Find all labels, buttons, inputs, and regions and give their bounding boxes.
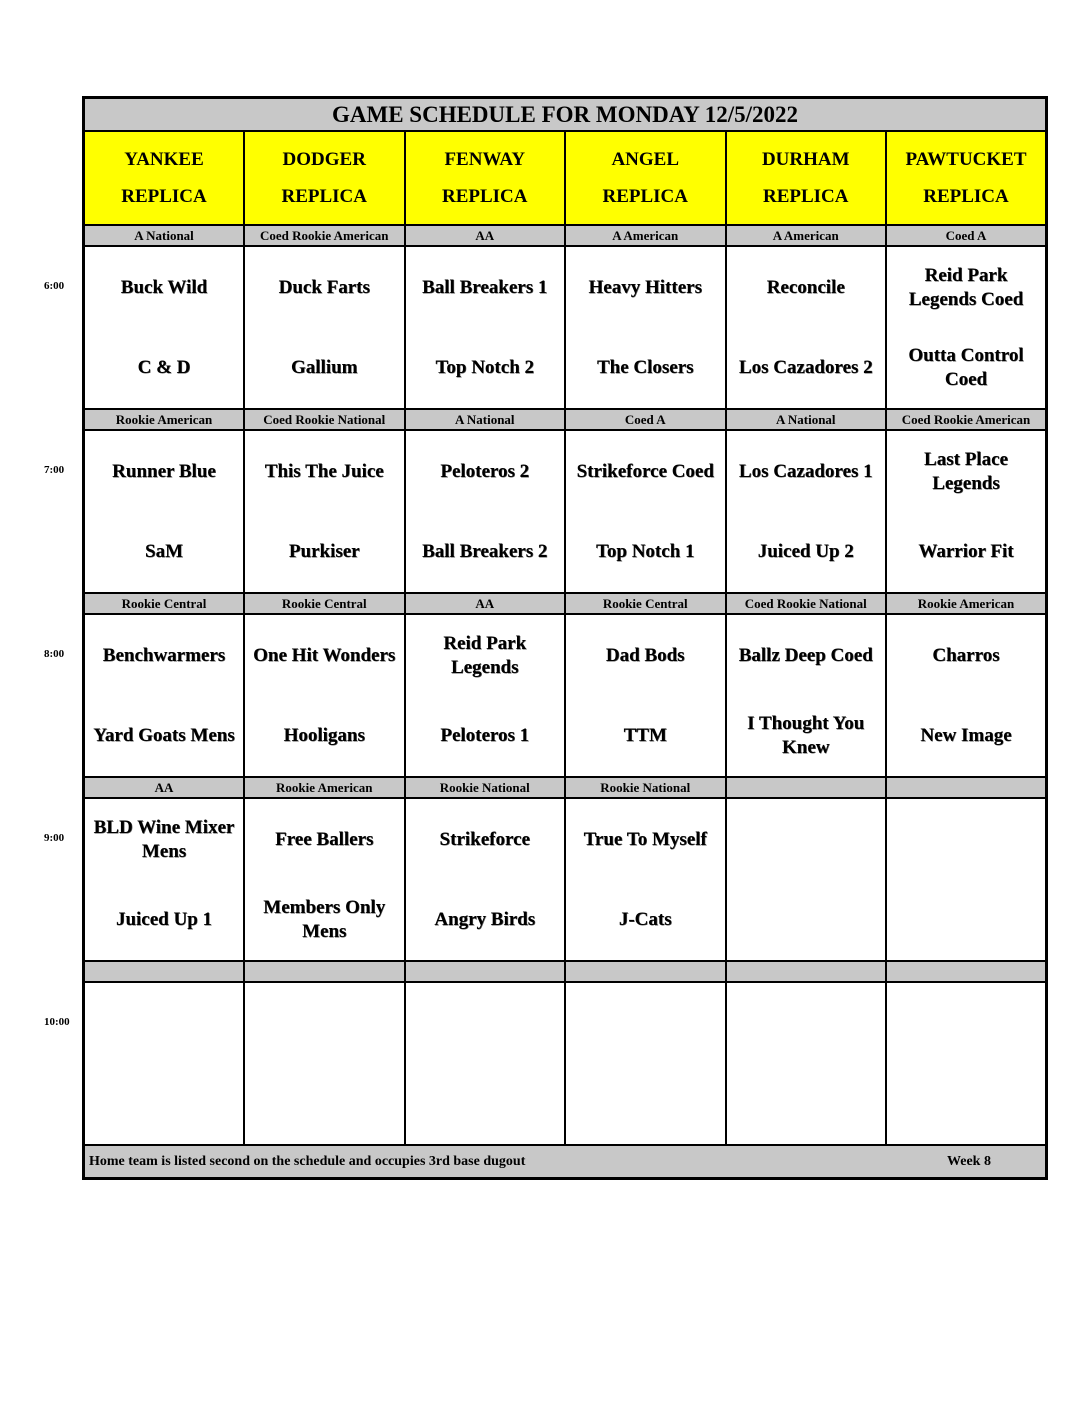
time-label: 7:00 [44,464,65,476]
home-team: Juiced Up 1 [115,908,213,930]
home-team: C & D [137,356,191,378]
game-cell [886,614,1047,777]
title-row [84,98,1047,132]
game-cell [405,798,566,961]
game-cell [84,798,245,961]
away-team: Reconcile [766,276,845,298]
time-label: 10:00 [44,1016,70,1028]
home-team: SaM [145,540,183,562]
division-label: A National [405,409,566,430]
home-team [727,880,886,960]
home-team [727,1064,886,1144]
division-label [886,961,1047,982]
game-cell [244,798,405,961]
division-label [726,961,887,982]
game-cell [405,246,566,409]
game-cell [886,982,1047,1145]
schedule-table [82,96,1048,1180]
away-team: True To Myself [583,828,707,850]
home-team: Warrior Fit [918,540,1014,562]
game-cell [886,246,1047,409]
division-label: Coed A [565,409,726,430]
fields-row [84,131,1047,225]
field-name: YANKEE [124,149,204,170]
away-team [566,984,725,1064]
division-label: Coed Rookie National [726,593,887,614]
division-label: AA [84,777,245,798]
division-label [84,961,245,982]
home-team: Purkiser [288,540,360,562]
division-row [84,225,1047,246]
home-team [887,880,1045,960]
division-row [84,593,1047,614]
division-label: A National [726,409,887,430]
game-cell [886,798,1047,961]
away-team: Peloteros 2 [440,460,530,482]
field-header [886,131,1047,225]
division-label: A National [84,225,245,246]
field-name: PAWTUCKET [905,149,1027,170]
field-subtitle: REPLICA [441,186,528,207]
away-team: BLD Wine Mixer Mens [93,816,235,862]
division-label: AA [405,225,566,246]
game-cell [726,982,887,1145]
schedule-body [84,98,1047,1179]
division-label: Rookie National [565,777,726,798]
home-team: Angry Birds [434,908,536,930]
games-row [84,982,1047,1145]
away-team [85,984,243,1064]
field-name: DODGER [282,149,366,170]
division-label [886,777,1047,798]
away-team: Charros [932,644,1000,666]
home-team [85,1064,243,1144]
game-cell [84,614,245,777]
away-team: Reid Park Legends [443,632,527,678]
games-row [84,246,1047,409]
division-label: Coed Rookie American [886,409,1047,430]
away-team: Ball Breakers 1 [422,276,548,298]
field-header [726,131,887,225]
away-team [245,984,404,1064]
game-cell [244,430,405,593]
home-team: Top Notch 1 [595,540,695,562]
away-team: This The Juice [264,460,384,482]
time-label: 6:00 [44,280,65,292]
away-team: Last Place Legends [924,448,1008,494]
away-team [887,800,1045,880]
game-cell [726,246,887,409]
game-cell [726,614,887,777]
division-label [244,961,405,982]
game-cell [84,982,245,1145]
division-label: AA [405,593,566,614]
games-row [84,614,1047,777]
away-team: Reid Park Legends Coed [908,264,1024,310]
game-cell [565,798,726,961]
game-cell [565,614,726,777]
division-label [726,777,887,798]
away-team: Duck Farts [278,276,370,298]
home-team [245,1064,404,1144]
away-team: Benchwarmers [102,644,226,666]
home-team: Hooligans [283,724,365,746]
footer-row [84,1145,1047,1179]
time-label: 9:00 [44,832,65,844]
away-team: One Hit Wonders [253,644,396,666]
field-subtitle: REPLICA [121,186,207,207]
division-label: A American [565,225,726,246]
game-cell [244,982,405,1145]
home-team: Los Cazadores 2 [738,356,873,378]
footer-cell [84,1145,1047,1179]
field-subtitle: REPLICA [602,186,688,207]
away-team: Los Cazadores 1 [738,460,873,482]
away-team: Strikeforce [439,828,530,850]
games-row [84,798,1047,961]
home-team: Juiced Up 2 [757,540,854,562]
division-label: Rookie Central [84,593,245,614]
home-team: Yard Goats Mens [93,724,235,746]
game-cell [726,798,887,961]
home-team: Ball Breakers 2 [422,540,548,562]
game-cell [244,614,405,777]
field-header [565,131,726,225]
away-team [406,984,565,1064]
game-cell [84,430,245,593]
home-team: J-Cats [618,908,672,930]
away-team: Dad Bods [605,644,685,666]
away-team: Runner Blue [112,460,216,482]
division-label [565,961,726,982]
field-name: FENWAY [444,149,526,170]
home-team: Gallium [290,356,358,378]
division-row [84,961,1047,982]
home-team: TTM [623,724,667,746]
game-cell [244,246,405,409]
game-cell [84,246,245,409]
field-subtitle: REPLICA [923,186,1009,207]
game-cell [565,430,726,593]
field-header [84,131,245,225]
division-label: Rookie National [405,777,566,798]
game-cell [886,430,1047,593]
field-subtitle: REPLICA [281,186,367,207]
division-row [84,777,1047,798]
time-label: 8:00 [44,648,65,660]
division-label: Coed A [886,225,1047,246]
division-label: Rookie American [244,777,405,798]
division-label: Rookie American [886,593,1047,614]
game-cell [405,982,566,1145]
division-row [84,409,1047,430]
home-team [566,1064,725,1144]
field-name: DURHAM [761,149,850,170]
home-team [887,1064,1045,1144]
home-team: I Thought You Knew [747,712,865,758]
away-team [887,984,1045,1064]
division-label: Coed Rookie National [244,409,405,430]
home-team: New Image [920,724,1012,746]
week-label: Week 8 [947,1154,991,1169]
away-team: Free Ballers [275,828,374,850]
home-team: Outta Control Coed [908,344,1024,390]
division-label: Rookie Central [565,593,726,614]
game-cell [405,614,566,777]
home-team: The Closers [596,356,694,378]
field-subtitle: REPLICA [762,186,849,207]
division-label: Coed Rookie American [244,225,405,246]
away-team [727,984,886,1064]
schedule-title: GAME SCHEDULE FOR MONDAY 12/5/2022 [84,98,1047,132]
field-name: ANGEL [611,149,680,170]
footer-note: Home team is listed second on the schedule and occupies 3rd base dugout [89,1154,526,1169]
game-cell [565,982,726,1145]
division-label [405,961,566,982]
home-team: Top Notch 2 [435,356,535,378]
games-row [84,430,1047,593]
home-team: Members Only Mens [263,896,386,942]
game-cell [726,430,887,593]
game-cell [405,430,566,593]
game-cell [565,246,726,409]
away-team: Heavy Hitters [588,276,702,298]
home-team [406,1064,565,1144]
field-header [405,131,566,225]
away-team: Buck Wild [120,276,208,298]
away-team [727,800,886,880]
division-label: Rookie American [84,409,245,430]
home-team: Peloteros 1 [440,724,530,746]
field-header [244,131,405,225]
division-label: Rookie Central [244,593,405,614]
division-label: A American [726,225,887,246]
away-team: Strikeforce Coed [576,460,714,482]
away-team: Ballz Deep Coed [738,644,873,666]
